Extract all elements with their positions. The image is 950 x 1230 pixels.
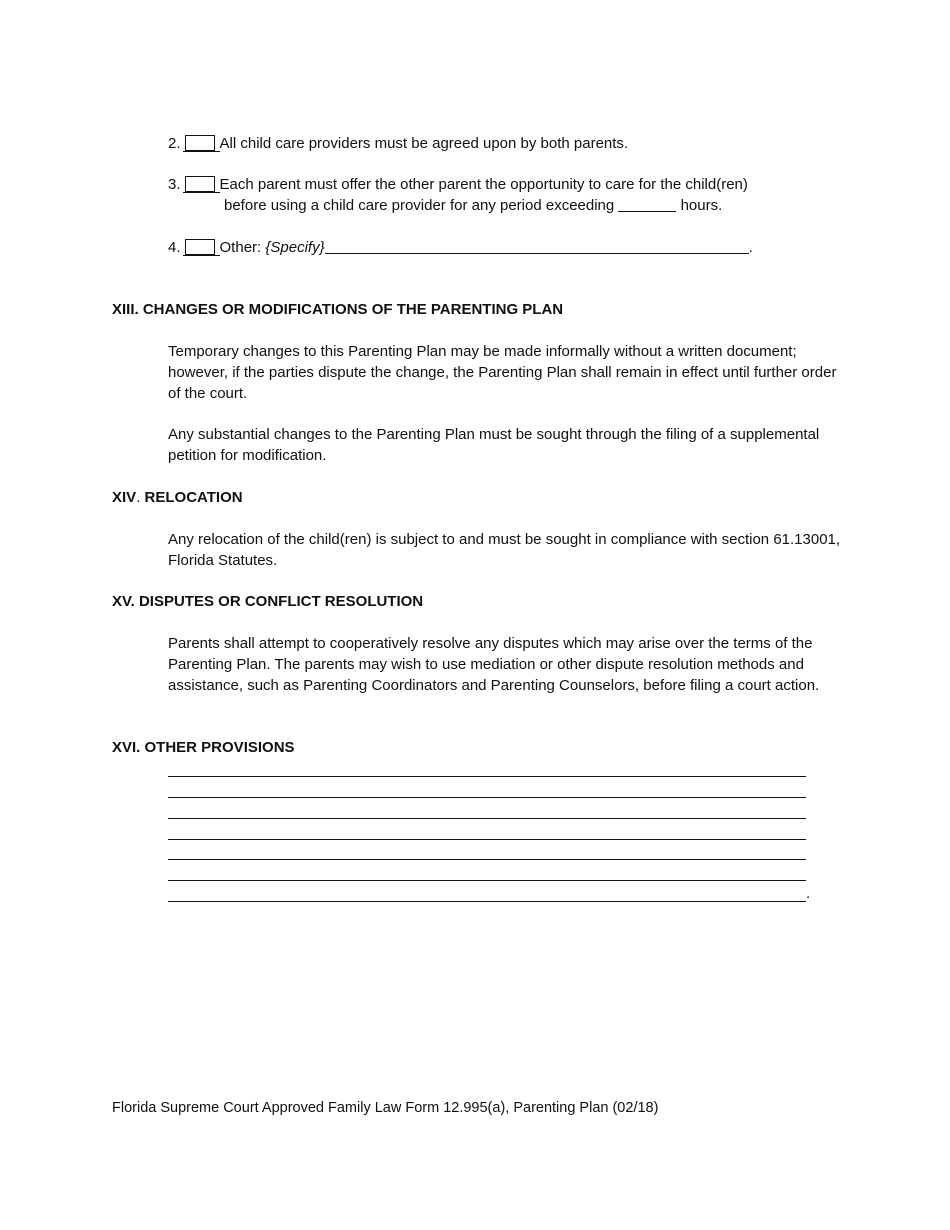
item-number: 4. <box>168 239 181 256</box>
section-heading-xvi: XVI. OTHER PROVISIONS <box>112 739 295 756</box>
provision-line-6[interactable] <box>168 880 806 881</box>
provision-line-1[interactable] <box>168 776 806 777</box>
other-specify-field[interactable] <box>325 239 749 254</box>
section-xiii-paragraph-2: Any substantial changes to the Parenting Plan must be sought through the filing of a supplemental petition for modification. <box>168 426 820 464</box>
provisions-line-end: . <box>806 885 811 902</box>
section-xiv-paragraph-1: Any relocation of the child(ren) is subject to and must be sought in compliance with section 61.13001, Florida Statutes. <box>168 531 841 569</box>
hours-field[interactable] <box>618 197 676 212</box>
list-item-2 <box>168 134 628 154</box>
provision-line-3[interactable] <box>168 818 806 819</box>
provision-line-7[interactable] <box>168 901 806 902</box>
checkbox-item-3[interactable] <box>185 176 215 192</box>
item-text-line2: before using a child care provider for any period exceeding <box>224 197 615 214</box>
section-heading-xiv <box>112 488 243 508</box>
provision-line-2[interactable] <box>168 797 806 798</box>
hours-label: hours. <box>680 197 723 214</box>
checkbox-item-2[interactable] <box>185 135 215 151</box>
list-item-4 <box>168 238 753 258</box>
list-item-3-continued <box>224 196 722 216</box>
specify-label: {Specify} <box>265 239 325 256</box>
section-heading-xiii: XIII. CHANGES OR MODIFICATIONS OF THE PARENTING PLAN <box>112 301 564 318</box>
other-label: Other: <box>219 239 262 256</box>
section-xiii-paragraph-1: Temporary changes to this Parenting Plan may be made informally without a written document; however, if the parties dispute the change, the Parenting Plan shall remain in effect until further order of the court. <box>168 343 837 402</box>
section-xv-paragraph-1: Parents shall attempt to cooperatively resolve any disputes which may arise over the terms of the Parenting Plan. The parents may wish to use mediation or other dispute resolution methods and assistance, such as Parenting Coordinators and Parenting Counselors, before filing a court action. <box>168 635 820 694</box>
item-number: 3. <box>168 176 181 193</box>
provision-line-4[interactable] <box>168 839 806 840</box>
item-text: All child care providers must be agreed upon by both parents. <box>219 135 629 152</box>
list-item-3 <box>168 175 748 195</box>
item-text-line1: Each parent must offer the other parent the opportunity to care for the child(ren) <box>219 176 748 193</box>
item-number: 2. <box>168 135 181 152</box>
heading-dot-title: . RELOCATION <box>136 489 243 506</box>
page-footer: Florida Supreme Court Approved Family Law Form 12.995(a), Parenting Plan (02/18) <box>112 1100 659 1116</box>
provision-line-5[interactable] <box>168 859 806 860</box>
heading-number: XIV <box>112 489 137 506</box>
checkbox-item-4[interactable] <box>185 239 215 255</box>
line-end: . <box>748 239 753 256</box>
section-heading-xv: XV. DISPUTES OR CONFLICT RESOLUTION <box>112 593 424 610</box>
